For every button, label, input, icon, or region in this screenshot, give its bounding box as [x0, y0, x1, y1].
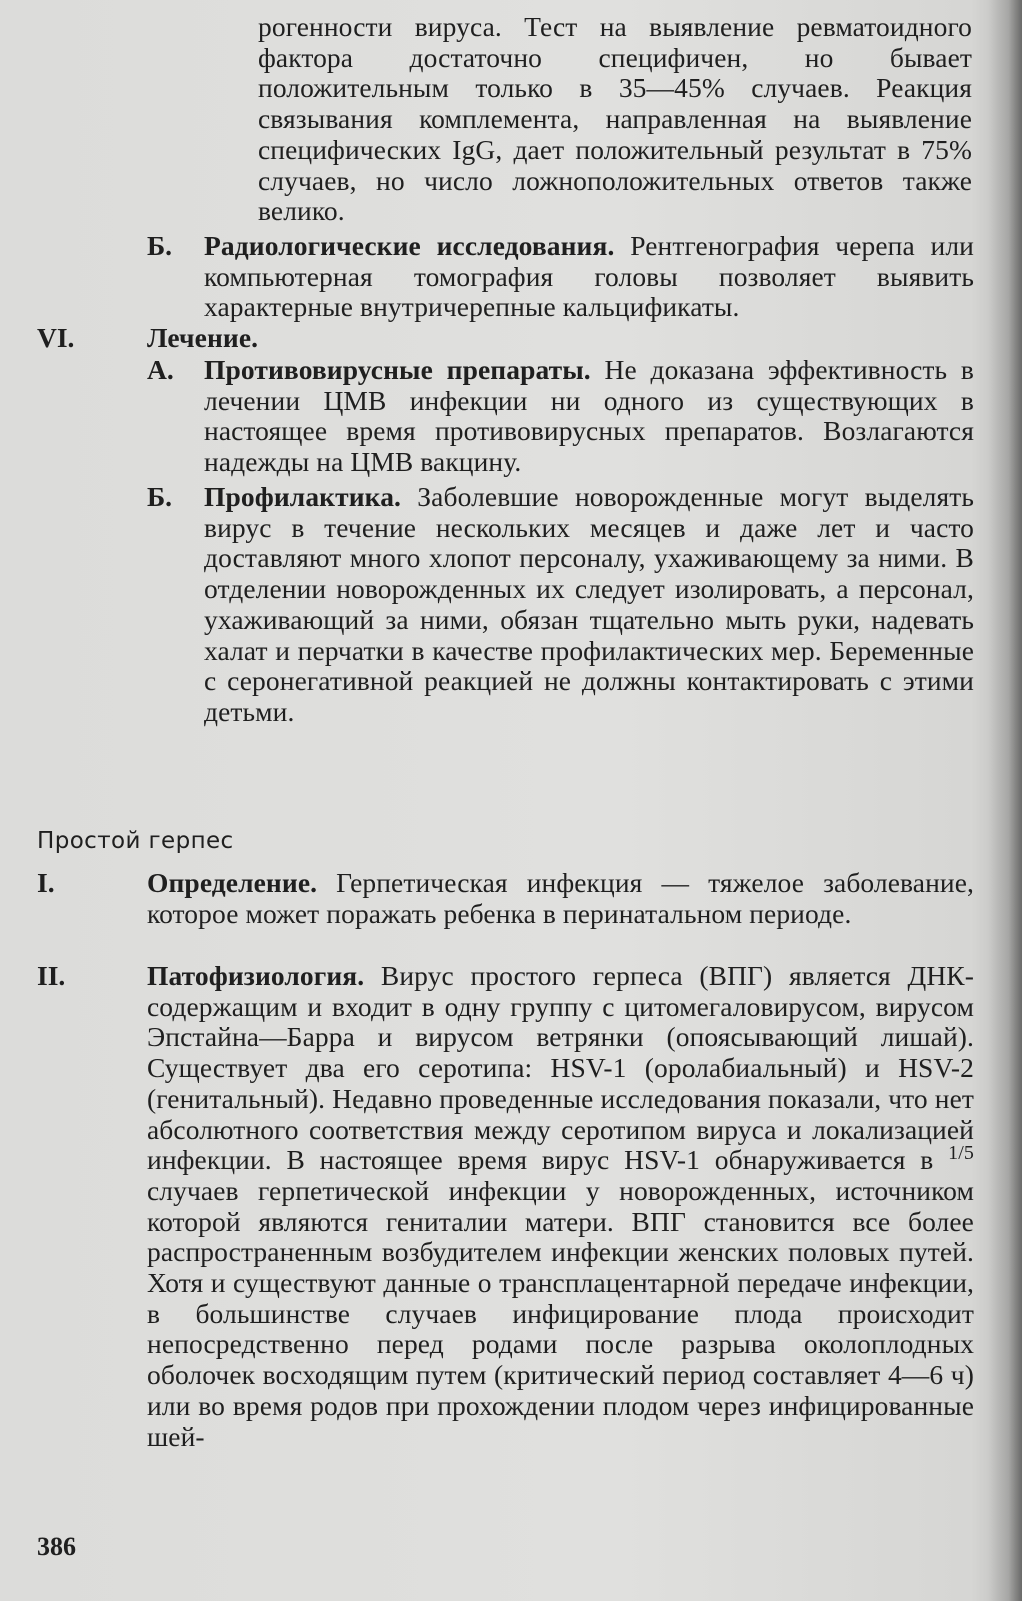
section-i-marker: I.: [37, 867, 55, 898]
item-b2-title: Профилактика.: [204, 481, 402, 512]
item-b2-text: Заболевшие новорожденные могут выделять вирус в течение нескольких месяцев и даже лет и часто доставляют много хлопот персоналу, ухаживающему за ними. В отделении новорожденных их следует изолировать, а персонал, ухаживающий за ними, обязан тщательно мыть руки, надевать халат и перчатки в качестве профилактических мер. Беременные с серонегативной реакцией не должны контактировать с этими детьми.: [204, 481, 974, 727]
section-heading-herpes: Простой герпес: [37, 828, 234, 854]
section-ii-marker: II.: [37, 960, 66, 991]
item-b1-marker: Б.: [147, 230, 173, 261]
continuation-text: рогенности вируса. Тест на выявление ревматоидного фактора достаточно специфичен, но бывает положительным только в 35—45% случаев. Реакция связывания комплемента, направленная на выявление специфических IgG, дает положительный результат в 75% случаев, но число ложноположительных ответов также велико.: [258, 11, 972, 227]
section-i-paragraph: [147, 868, 974, 929]
section-vi-marker: VI.: [37, 322, 75, 353]
section-ii-text-2: случаев герпетической инфекции у новорожденных, источником которой являются гениталии матери. ВПГ становится все более распространенным возбудителем инфекции женских половых путей. Хотя и существуют данные о трансплацентарной передаче инфекции, в большинстве случаев инфицирование плода происходит непосредственно перед родами после разрыва околоплодных оболочек восходящим путем (критический период составляет 4—6 ч) или во время родов при прохождении плодом через инфицированные шей-: [147, 1174, 974, 1452]
item-b1-paragraph: [204, 231, 974, 323]
item-a-text: Не доказана эффективность в лечении ЦМВ инфекции ни одного из существующих в настоящее время противовирусных препаратов. Возлагаются надежды на ЦМВ вакцину.: [204, 354, 974, 478]
page-edge-shadow: [988, 0, 1022, 1601]
section-ii-paragraph: [147, 961, 974, 1452]
page-number: 386: [37, 1532, 76, 1561]
item-b1-title: Радиологические исследования.: [204, 230, 615, 261]
item-b2-paragraph: [204, 482, 974, 728]
item-a-marker: А.: [147, 354, 174, 385]
continuation-paragraph: [258, 12, 972, 227]
section-i-title: Определение.: [147, 867, 318, 898]
fraction-one-fifth: 1/5: [948, 1142, 974, 1165]
section-vi-heading: [147, 323, 747, 354]
section-ii-text-1: Вирус простого герпеса (ВПГ) является ДНК-содержащим и входит в одну группу с цитомегаловирусом, вирусом Эпстайна—Барра и вирусом ветрянки (опоясывающий лишай). Существует два его серотипа: HSV-1 (оролабиальный) и HSV-2 (генитальный). Недавно проведенные исследования показали, что нет абсолютного соответствия между серотипом вируса и локализацией инфекции. В настоящее время вирус HSV-1 обнаруживается в: [147, 960, 974, 1176]
item-a-paragraph: [204, 355, 974, 478]
item-b1-text: Рентгенография черепа или компьютерная томография головы позволяет выявить характерные внутричерепные кальцификаты.: [204, 230, 974, 323]
section-vi-title: Лечение.: [147, 322, 259, 353]
item-b2-marker: Б.: [147, 481, 173, 512]
item-a-title: Противовирусные препараты.: [204, 354, 591, 385]
section-i-text: Герпетическая инфекция — тяжелое заболевание, которое может поражать ребенка в перинатальном периоде.: [147, 867, 974, 929]
section-ii-title: Патофизиология.: [147, 960, 365, 991]
